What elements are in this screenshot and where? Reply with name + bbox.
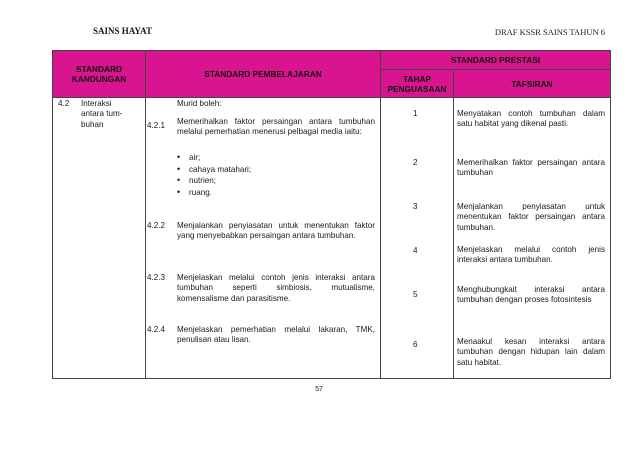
performance-level: 5: [413, 290, 418, 299]
list-item: • ruang.: [177, 187, 367, 199]
learning-standard-text: Memerihalkan faktor persaingan antara tumbuhan melalui pemerhatian menerusi pelbagai media iaitu:: [177, 117, 375, 137]
content-standard-text: Interaksi antara tum-buhan: [81, 99, 123, 129]
header-standard-pembelajaran: STANDARD PEMBELAJARAN: [146, 51, 380, 97]
performance-level: 3: [413, 202, 418, 211]
list-item: • cahaya matahari;: [177, 164, 367, 176]
learning-standard-number: 4.2.4: [147, 325, 166, 334]
performance-level: 1: [413, 109, 418, 118]
grid-line: [145, 51, 146, 378]
performance-description: Menaakul kesan interaksi antara tumbuhan dengan hidupan lain dalam satu habitat.: [457, 337, 605, 367]
performance-description: Menjalankan penyiasatan untuk menentukan faktor persaingan antara tumbuhan.: [457, 202, 605, 232]
performance-level: 4: [413, 246, 418, 255]
performance-description: Menjelaskan melalui contoh jenis interaksi antara tumbuhan.: [457, 245, 605, 265]
performance-description: Menyatakan contoh tumbuhan dalam satu habitat yang dikenal pasti.: [457, 109, 605, 129]
performance-level: 2: [413, 158, 418, 167]
list-item: • nutrien;: [177, 175, 367, 187]
learning-standard-text: Menjelaskan pemerhatian melalui lakaran, TMK, penulisan atau lisan.: [177, 325, 375, 345]
learning-standard-text: Menjelaskan melalui contoh jenis interaksi antara tumbuhan seperti simbiosis, mutualisme, komensalisme dan parasitisme.: [177, 273, 375, 303]
grid-line: [380, 51, 381, 378]
header-tafsiran: TAFSIRAN: [454, 70, 610, 97]
document-header-title: DRAF KSSR SAINS TAHUN 6: [494, 27, 605, 37]
list-item: • air;: [177, 152, 367, 164]
grid-line: [53, 97, 611, 98]
performance-level: 6: [413, 340, 418, 349]
performance-description: Memerihalkan faktor persaingan antara tumbuhan: [457, 158, 605, 178]
header-tahap-penguasaan: TAHAP PENGUASAAN: [381, 70, 453, 97]
grid-line: [453, 69, 454, 378]
document-header-subject: SAINS HAYAT: [93, 26, 152, 36]
content-standard-number: 4.2: [58, 99, 70, 108]
learning-intro: Murid boleh:: [177, 99, 222, 108]
header-standard-kandungan: STANDARD KANDUNGAN: [53, 51, 145, 97]
learning-standard-text: Menjalankan penyiasatan untuk menentukan faktor yang menyebabkan persaingan antara tumbuhan.: [177, 221, 375, 241]
learning-standard-number: 4.2.2: [147, 221, 166, 230]
learning-standard-number: 4.2.1: [147, 121, 166, 130]
resource-list: [177, 152, 367, 198]
header-standard-prestasi: STANDARD PRESTASI: [381, 51, 610, 69]
grid-line: [381, 69, 611, 70]
learning-standard-number: 4.2.3: [147, 273, 166, 282]
performance-description: Menghubungkait interaksi antara tumbuhan dengan proses fotosintesis: [457, 285, 605, 305]
page-number: 57: [315, 386, 323, 393]
standards-table: [52, 50, 611, 379]
